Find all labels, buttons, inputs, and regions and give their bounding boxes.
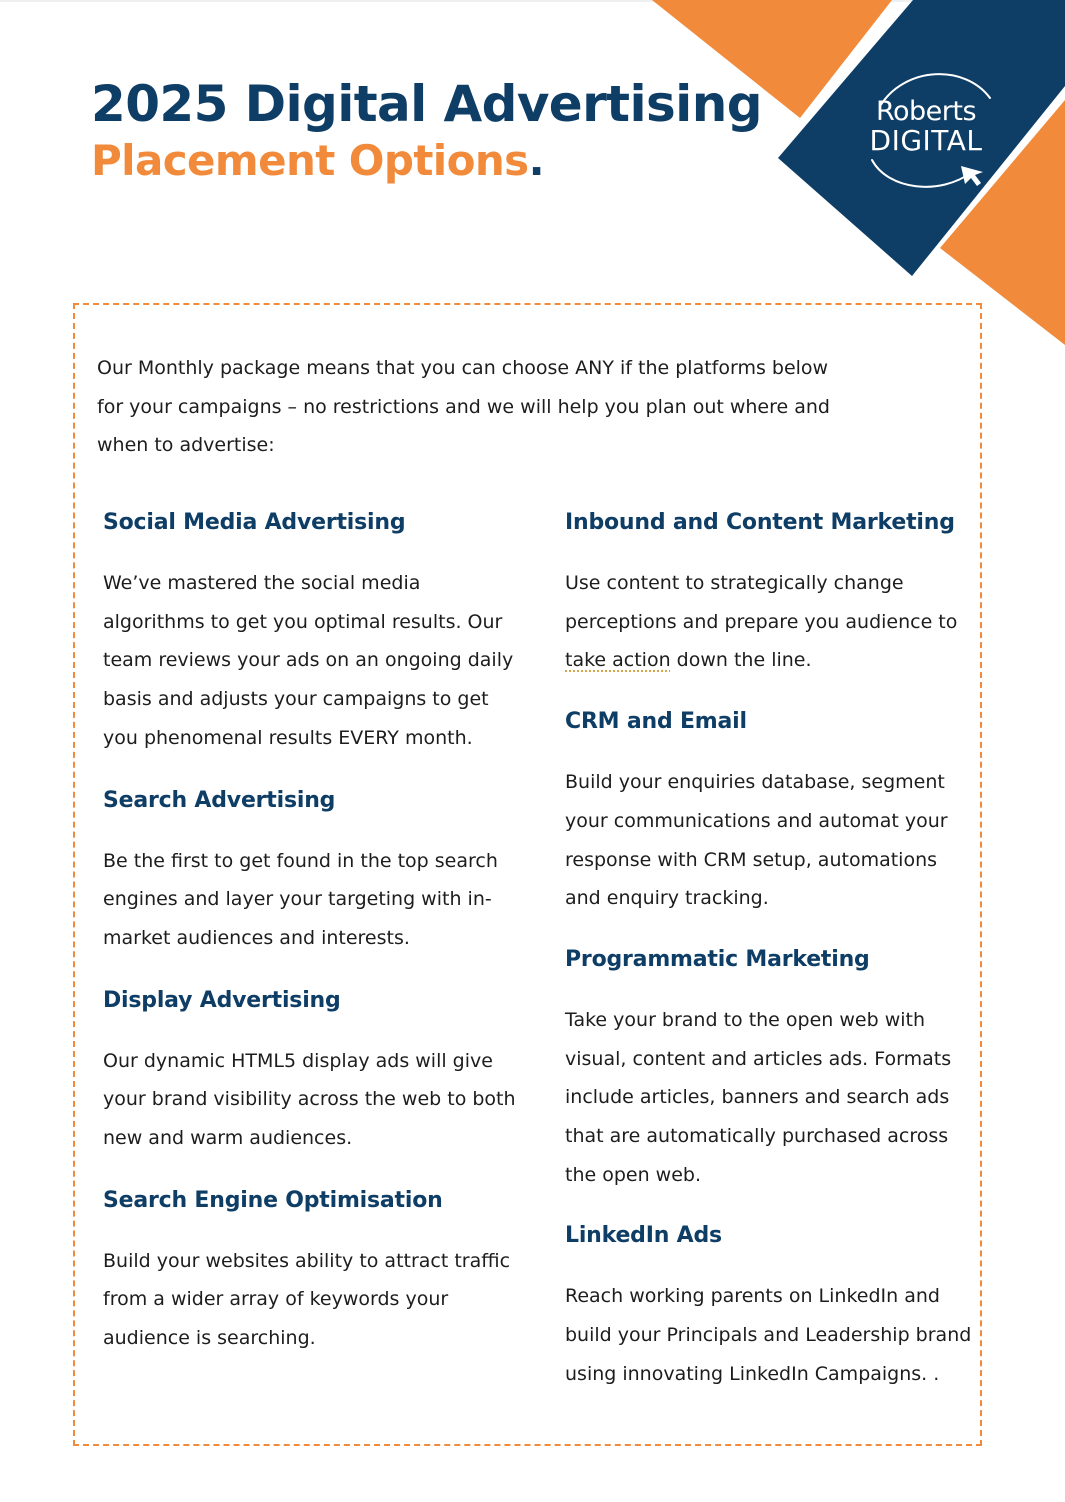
section-social-media — [103, 503, 523, 758]
section-seo — [103, 1181, 523, 1358]
subtitle-text: Placement Options — [91, 135, 529, 185]
section-title: Search Advertising — [103, 787, 336, 813]
section-programmatic — [565, 940, 977, 1195]
section-title: LinkedIn Ads — [565, 1223, 722, 1249]
subtitle-dot: . — [528, 135, 544, 185]
page-title: 2025 Digital Advertising — [91, 75, 762, 133]
section-title: Social Media Advertising — [103, 510, 406, 535]
spellcheck-flagged-text: take action — [565, 649, 671, 672]
section-title: Programmatic Marketing — [565, 946, 870, 972]
section-title: Inbound and Content Marketing — [565, 510, 955, 535]
body-text: Use content to strategically change perceptions and prepare you audience to — [565, 572, 958, 633]
logo-wordmark-roberts: Roberts — [875, 96, 977, 127]
section-crm-email — [565, 702, 977, 918]
section-search-advertising — [103, 781, 523, 958]
section-title: CRM and Email — [565, 709, 747, 735]
section-body: Reach working parents on LinkedIn and build your Principals and Leadership brand using innovating LinkedIn Campaigns. . — [565, 1285, 972, 1385]
section-body: We’ve mastered the social media algorithms to get you optimal results. Our team reviews your ads on an ongoing daily basis and adjusts your campaigns to get you phenomenal results EVERY month. — [103, 572, 514, 749]
section-body: Our dynamic HTML5 display ads will give your brand visibility across the web to both new and warm audiences. — [103, 1049, 516, 1150]
right-column — [565, 503, 977, 1394]
section-body — [565, 543, 977, 680]
section-body: Build your websites ability to attract traffic from a wider array of keywords your audience is searching. — [103, 1249, 511, 1350]
section-body: Build your enquiries database, segment your communications and automat your response with CRM setup, automations and enquiry tracking. — [565, 771, 948, 910]
page-subtitle — [91, 136, 762, 186]
logo-wordmark-digital: DIGITAL — [869, 124, 983, 158]
section-display-advertising — [103, 981, 523, 1158]
intro-paragraph: Our Monthly package means that you can choose ANY if the platforms below for your campaigns – no restrictions and we will help you plan out where and when to advertise: — [97, 357, 830, 456]
section-body: Take your brand to the open web with visual, content and articles ads. Formats include articles, banners and search ads that are automatically purchased across the open web. — [565, 1008, 952, 1186]
section-title: Display Advertising — [103, 987, 341, 1013]
section-title: Search Engine Optimisation — [103, 1187, 443, 1213]
logo — [858, 98, 994, 157]
section-linkedin-ads — [565, 1216, 977, 1393]
left-column — [103, 503, 523, 1358]
section-inbound-content — [565, 503, 977, 680]
section-body: Be the first to get found in the top search engines and layer your targeting with in-market audiences and interests. — [103, 849, 498, 949]
body-text: down the line. — [670, 649, 812, 672]
header — [91, 76, 762, 186]
